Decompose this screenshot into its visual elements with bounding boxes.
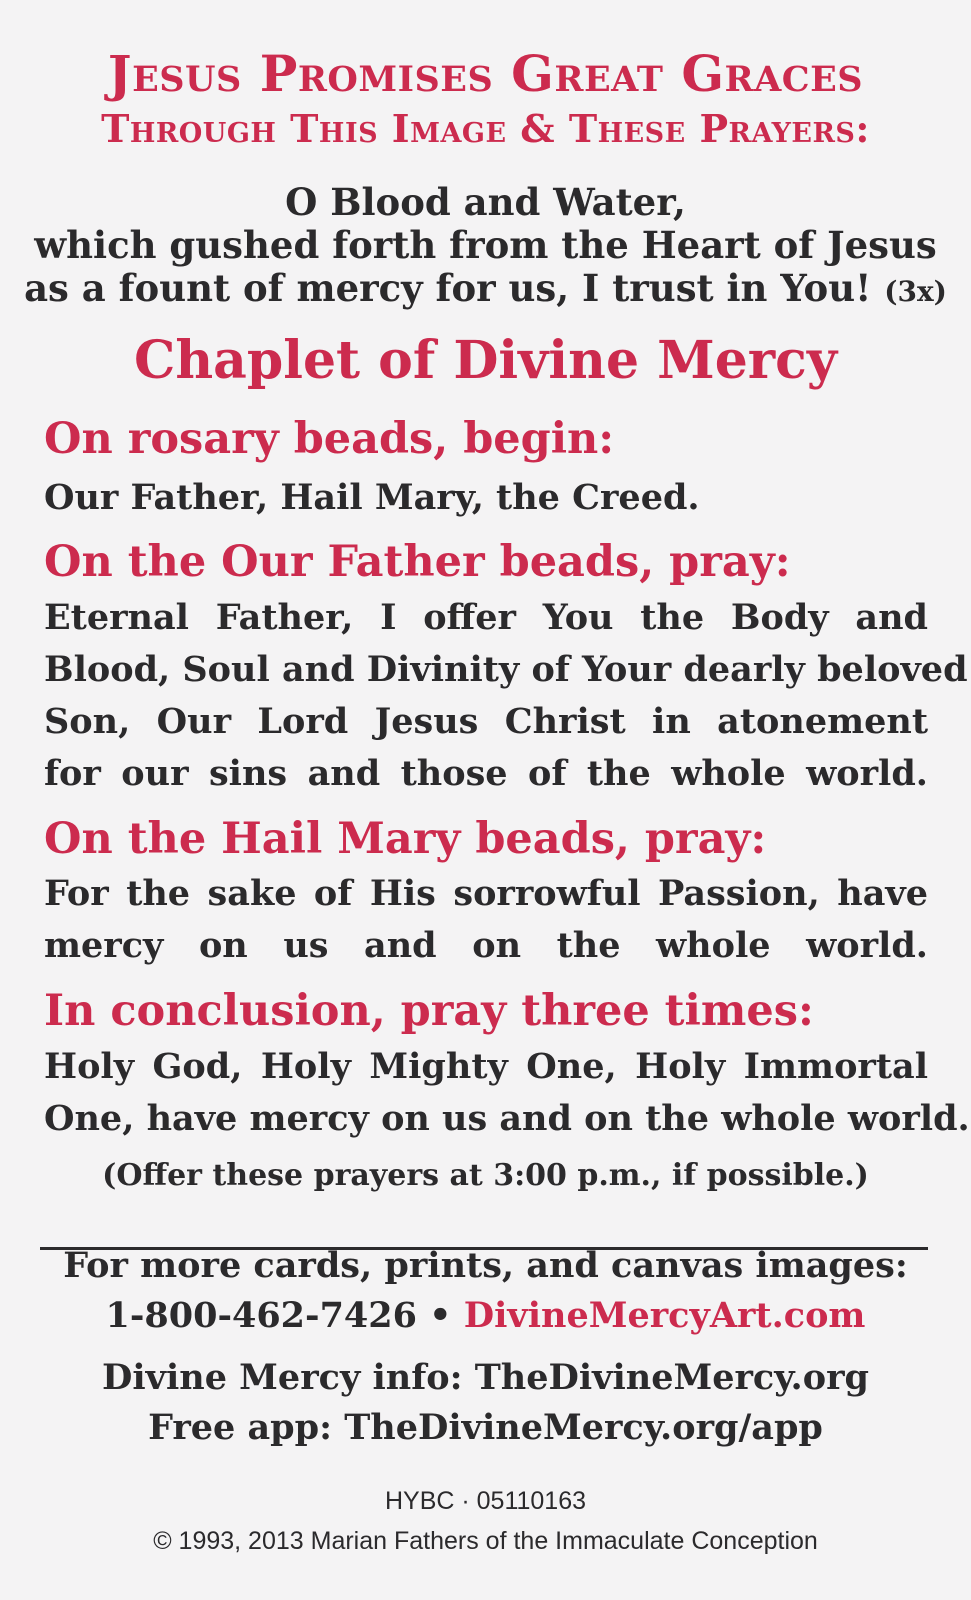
invocation-line-3-text: as a fount of mercy for us, I trust in You! — [24, 266, 872, 310]
time-note: (Offer these prayers at 3:00 p.m., if possible.) — [102, 1158, 869, 1193]
section-heading-hail-mary: On the Hail Mary beads, pray: — [44, 814, 767, 864]
section-heading-conclusion: In conclusion, pray three times: — [44, 986, 814, 1036]
contact-line — [0, 1295, 971, 1336]
info-line: Divine Mercy info: TheDivineMercy.org — [102, 1357, 869, 1398]
invocation-repeat: (3x) — [884, 275, 947, 308]
section-heading-rosary: On rosary beads, begin: — [44, 414, 615, 464]
invocation-line-3 — [0, 266, 971, 310]
invocation-line-1: O Blood and Water, — [285, 180, 686, 224]
section-line: Eternal Father, I offer You the Body and — [44, 597, 928, 638]
card-subtitle: Through This Image & These Prayers: — [101, 106, 870, 151]
card-title: Jesus Promises Great Graces — [107, 44, 864, 103]
section-line: Blood, Soul and Divinity of Your dearly beloved — [44, 649, 968, 690]
website-link[interactable]: DivineMercyArt.com — [463, 1295, 866, 1336]
section-line: Holy God, Holy Mighty One, Holy Immortal — [44, 1046, 928, 1087]
phone-number: 1-800-462-7426 — [105, 1295, 417, 1336]
copyright: © 1993, 2013 Marian Fathers of the Immaculate Conception — [153, 1527, 818, 1555]
bullet-separator: • — [429, 1295, 452, 1336]
section-heading-our-father: On the Our Father beads, pray: — [44, 537, 791, 587]
section-line: One, have mercy on us and on the whole world. — [44, 1098, 970, 1139]
section-line: mercy on us and on the whole world. — [44, 925, 928, 966]
chaplet-title: Chaplet of Divine Mercy — [133, 330, 838, 391]
section-line: for our sins and those of the whole world. — [44, 753, 928, 794]
section-line: Son, Our Lord Jesus Christ in atonement — [44, 701, 928, 742]
product-code: HYBC · 05110163 — [384, 1487, 587, 1515]
app-line: Free app: TheDivineMercy.org/app — [148, 1407, 823, 1448]
more-info-line: For more cards, prints, and canvas images: — [63, 1245, 908, 1286]
invocation-line-2: which gushed forth from the Heart of Jesus — [34, 223, 937, 267]
section-line: For the sake of His sorrowful Passion, have — [44, 873, 928, 914]
section-line: Our Father, Hail Mary, the Creed. — [44, 477, 700, 518]
